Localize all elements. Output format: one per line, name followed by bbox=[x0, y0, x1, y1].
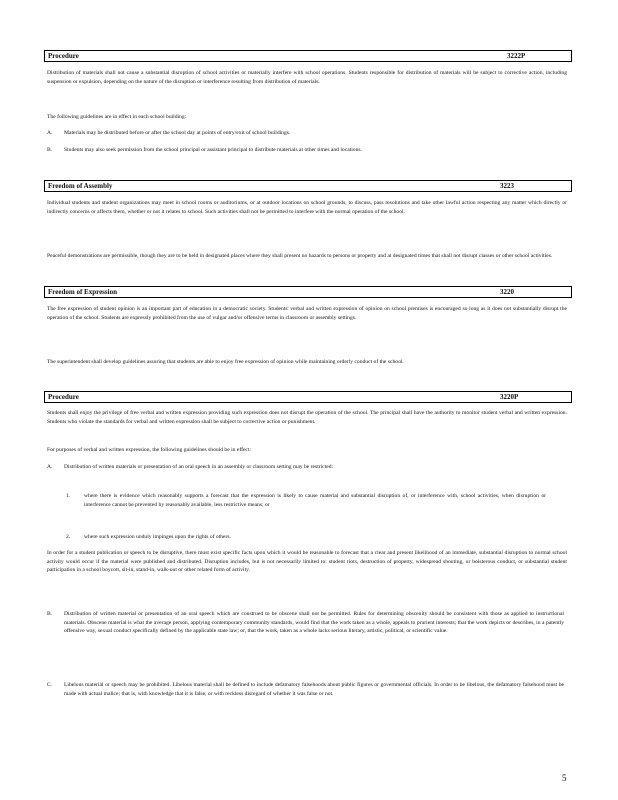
section-title: Freedom of Expression bbox=[48, 288, 117, 296]
section-title: Procedure bbox=[48, 52, 79, 60]
section-code: 3220 bbox=[500, 288, 514, 296]
list-marker: 1. bbox=[66, 493, 71, 499]
paragraph: Students shall enjoy the privilege of free verbal and written expression providing such expression does not disrupt the operation of the school. The principal shall have the authority to monitor student verbal and written expression. Students who violate the standards for verbal and written expression shall be subject to corrective action or punishment. bbox=[47, 410, 567, 425]
paragraph: The following guidelines are in effect in each school building: bbox=[47, 114, 187, 120]
paragraph: In order for a student publication or speech to be disruptive, there must exist specific facts upon which it would be reasonable to forecast that a clear and present likelihood of an immediate, substantial disruption to normal school activity would occur if the material were published and distributed. Disruption includes, but is not necessarily limited to: student riots, destruction of property, widespread shouting, or boisterous conduct, or substantial student participation in a school boycott, sit-in, stand-in, walk-out or other related form of activity. bbox=[47, 550, 567, 574]
section-code: 3223 bbox=[500, 182, 514, 190]
section-header-freedom-of-assembly bbox=[44, 180, 572, 192]
paragraph: The superintendent shall develop guidelines assuring that students are able to enjoy free expression of opinion while maintaining orderly conduct of the school. bbox=[47, 359, 404, 365]
list-marker: B. bbox=[47, 611, 53, 617]
list-marker: C. bbox=[47, 682, 53, 688]
paragraph: Distribution of materials shall not cause a substantial disruption of school activities or materially interfere with school operations. Students responsible for distribution of materials will be subject to corrective action, including suspension or expulsion, depending on the nature of the disruption or interference resulting from distribution of materials. bbox=[47, 70, 567, 85]
paragraph: Peaceful demonstrations are permissible, though they are to be held in designated places where they shall present no hazards to persons or property and at designated times that shall not disrupt classes or other school activities. bbox=[47, 253, 553, 259]
list-marker: 2. bbox=[66, 534, 71, 540]
section-code: 3220P bbox=[500, 393, 519, 401]
section-header-procedure-3222p bbox=[44, 50, 572, 62]
list-marker: B. bbox=[47, 147, 53, 153]
list-text: Students may also seek permission from the school principal or assistant principal to distribute materials at other times and locations. bbox=[64, 147, 362, 153]
list-text: Libelous material or speech may be prohibited. Libelous material shall be defined to include defamatory falsehoods about public figures or governmental officials. In order to be libelous, the defamatory falsehood must be made with actual malice; that is, with knowledge that it is false, or with reckless disregard of whether it was false or not. bbox=[64, 682, 564, 697]
list-marker: A. bbox=[47, 464, 53, 470]
paragraph: For purposes of verbal and written expression, the following guidelines should be in effect: bbox=[47, 447, 252, 453]
list-text: Distribution of written material or presentation of an oral speech which are construed to be obscene shall not be permitted. Rules for determining obscenity should be consistent with those as applied to instructional materials. Obscene material is what the average person, applying contemporary community standards, would find that the work taken as a whole, appeals to prurient interests; that the work depicts or describes, in a patently offensive way, sexual conduct specifically defined by the applicable state law; or, that the work, taken as a whole lacks serious literary, artistic, political, or scientific value. bbox=[64, 611, 564, 635]
section-header-procedure-3220p bbox=[44, 391, 572, 403]
section-title: Procedure bbox=[48, 393, 79, 401]
list-text: where there is evidence which reasonably supports a forecast that the expression is likely to cause material and substantial disruption of, or interference with, school activities, when disruption or interference cannot be prevented by reasonably available, less restrictive means; or bbox=[84, 493, 546, 508]
section-code: 3222P bbox=[507, 52, 526, 60]
page-number: 5 bbox=[562, 773, 567, 783]
paragraph: The free expression of student opinion is an important part of education in a democratic society. Students' verbal and written expression of opinion on school premises is encouraged so long as it does not substantially disrupt the operation of the school. Students are expressly prohibited from the use of vulgar and/or offensive terms in classroom or assembly settings. bbox=[47, 306, 567, 321]
list-text: Distribution of written materials or presentation of an oral speech in an assembly or classroom setting may be restricted: bbox=[64, 464, 334, 470]
list-text: Materials may be distributed before or after the school day at points of entry/exit of school buildings. bbox=[64, 130, 291, 136]
paragraph: Individual students and student organizations may meet in school rooms or auditoriums, or at outdoor locations on school grounds, to discuss, pass resolutions and take other lawful action respecting any matter which directly or indirectly concerns or affects them, whether or not it relates to school. Such activities shall not be permitted to interfere with the normal operation of the school. bbox=[47, 200, 567, 215]
list-marker: A. bbox=[47, 130, 53, 136]
list-text: where such expression unduly impinges upon the rights of others. bbox=[84, 534, 231, 540]
section-header-freedom-of-expression bbox=[44, 286, 572, 298]
section-title: Freedom of Assembly bbox=[48, 182, 113, 190]
